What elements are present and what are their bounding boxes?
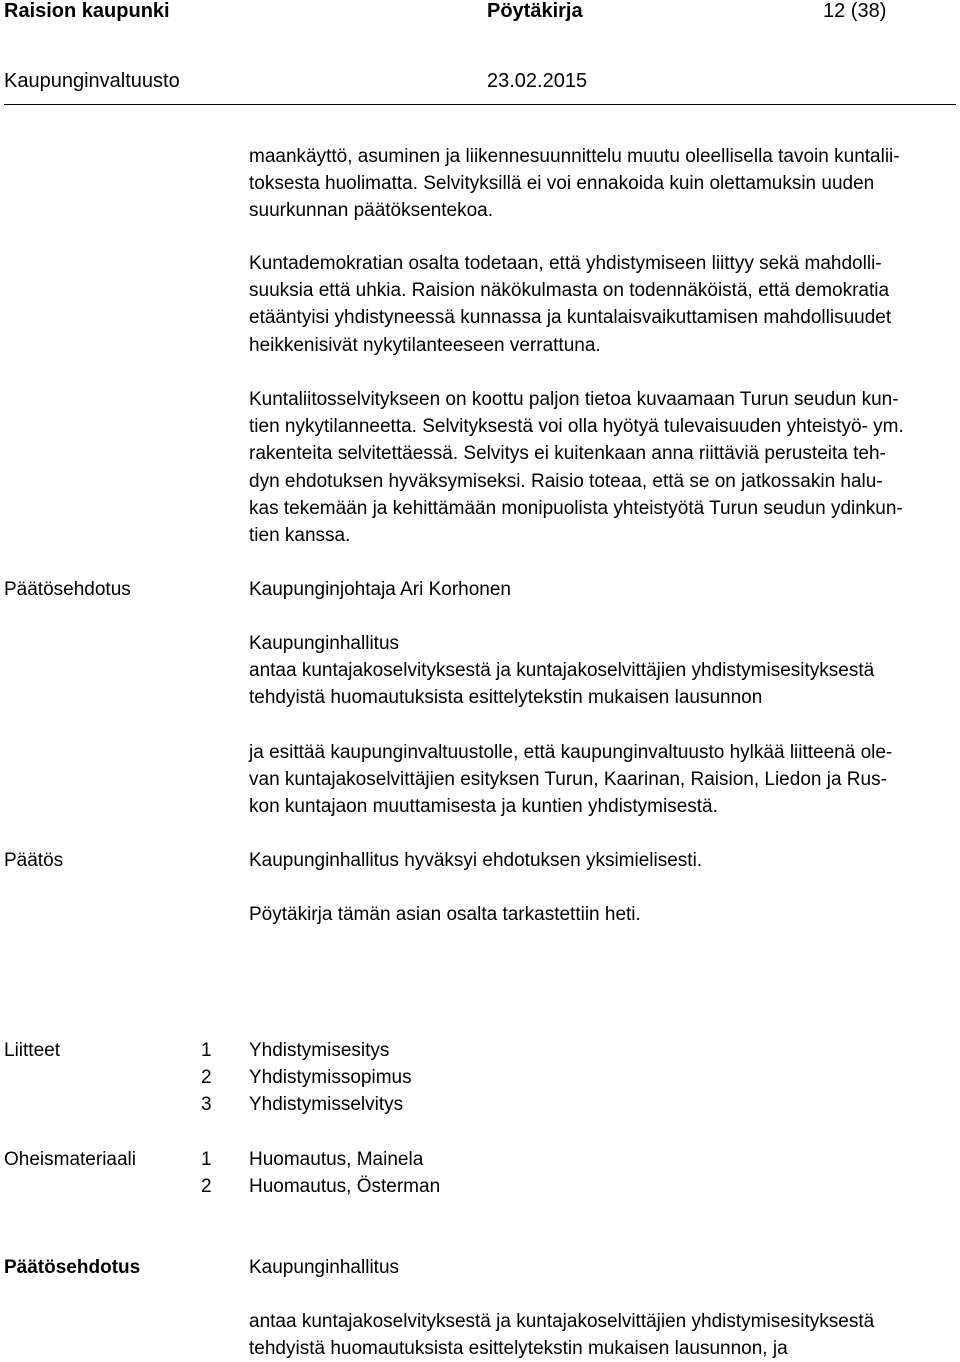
attachment-number: 1 xyxy=(201,1040,212,1061)
org-name: Raision kaupunki xyxy=(4,0,170,22)
text-line: suurkunnan päätöksentekoa. xyxy=(249,200,494,222)
proposal-label: Päätösehdotus xyxy=(4,579,131,600)
proposal-board: Kaupunginhallitus xyxy=(249,633,400,654)
proposal-text-2 xyxy=(249,739,954,821)
text-line: tehdyistä huomautuksista esittelytekstin mukaisen lausunnon, ja xyxy=(249,1338,788,1360)
proposal-text xyxy=(249,630,954,712)
attachment-number: 2 xyxy=(201,1067,212,1088)
decision-text: Kaupunginhallitus hyväksyi ehdotuksen yksimielisesti. xyxy=(249,850,703,871)
info-material-label: Oheismateriaali xyxy=(4,1149,136,1170)
text-line: van kuntajakoselvittäjien esityksen Turun, Kaarinan, Raision, Liedon ja Rus- xyxy=(249,769,887,791)
attachment-title: Yhdistymisselvitys xyxy=(249,1094,404,1115)
proposal2-label: Päätösehdotus xyxy=(4,1257,141,1278)
info-material-number: 2 xyxy=(201,1176,212,1197)
text-line: toksesta huolimatta. Selvityksillä ei voi ennakoida kuin olettamuksin uuden xyxy=(249,173,875,195)
attachment-title: Yhdistymissopimus xyxy=(249,1067,412,1088)
text-line: Kuntademokratian osalta todetaan, että yhdistymiseen liittyy sekä mahdolli- xyxy=(249,253,882,274)
document-type: Pöytäkirja xyxy=(487,0,583,22)
text-line: suuksia että uhkia. Raision näkökulmasta on todennäköistä, että demokratia xyxy=(249,280,890,302)
proposal2-text xyxy=(249,1308,954,1362)
paragraph-merger-study xyxy=(249,386,954,549)
text-line: dyn ehdotuksen hyväksymiseksi. Raisio toteaa, että se on jatkossakin halu- xyxy=(249,470,883,492)
decision-label: Päätös xyxy=(4,850,64,871)
text-line: antaa kuntajakoselvityksestä ja kuntajakoselvittäjien yhdistymisesityksestä xyxy=(249,1311,875,1332)
meeting-date: 23.02.2015 xyxy=(487,70,588,92)
text-line: rakenteita selvitettäessä. Selvitys ei kuitenkaan anna riittäviä perusteita teh- xyxy=(249,443,886,465)
minutes-check: Pöytäkirja tämän asian osalta tarkastettiin heti. xyxy=(249,904,641,925)
text-line: tehdyistä huomautuksista esittelytekstin mukaisen lausunnon xyxy=(249,687,763,709)
attachment-title: Yhdistymisesitys xyxy=(249,1040,390,1061)
proposal2-board: Kaupunginhallitus xyxy=(249,1257,400,1278)
text-line: kas tekemään ja kehittämään monipuolista yhteistyötä Turun seudun ydinkun- xyxy=(249,497,903,519)
header-divider xyxy=(4,104,956,105)
attachments-label: Liitteet xyxy=(4,1040,60,1061)
info-material-title: Huomautus, Mainela xyxy=(249,1149,424,1170)
info-material-title: Huomautus, Österman xyxy=(249,1176,441,1197)
page-number: 12 (38) xyxy=(823,0,887,22)
text-line: ja esittää kaupunginvaltuustolle, että kaupunginvaltuusto hylkää liitteenä ole- xyxy=(249,742,893,763)
text-line: maankäyttö, asuminen ja liikennesuunnittelu muutu oleellisella tavoin kuntalii- xyxy=(249,146,900,167)
text-line: tien nykytilanneetta. Selvityksestä voi olla hyötyä tulevaisuuden yhteistyö- ym. xyxy=(249,416,904,438)
text-line: Kuntaliitosselvitykseen on koottu paljon tietoa kuvaamaan Turun seudun kun- xyxy=(249,389,899,410)
info-material-number: 1 xyxy=(201,1149,212,1170)
text-line: antaa kuntajakoselvityksestä ja kuntajakoselvittäjien yhdistymisesityksestä xyxy=(249,660,875,682)
paragraph-democracy xyxy=(249,250,954,359)
text-line: heikkenisivät nykytilanteeseen verrattuna. xyxy=(249,334,601,356)
text-line: tien kanssa. xyxy=(249,524,351,546)
meeting-body: Kaupunginvaltuusto xyxy=(4,70,180,92)
paragraph-land-use xyxy=(249,143,954,225)
proposer: Kaupunginjohtaja Ari Korhonen xyxy=(249,579,511,600)
text-line: kon kuntajaon muuttamisesta ja kuntien yhdistymisestä. xyxy=(249,796,718,818)
text-line: etääntyisi yhdistyneessä kunnassa ja kuntalaisvaikuttamisen mahdollisuudet xyxy=(249,307,892,329)
attachment-number: 3 xyxy=(201,1094,212,1115)
